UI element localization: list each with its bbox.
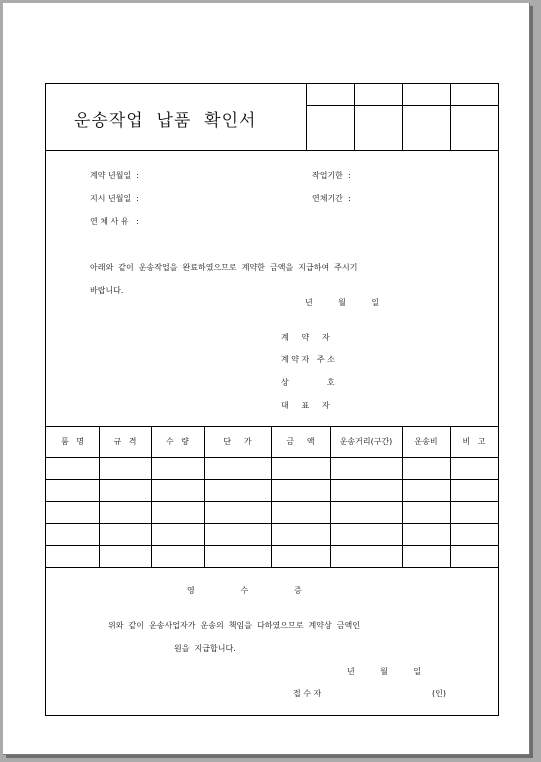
request-line-2: 바랍니다. — [90, 286, 124, 295]
request-date: 년 월 일 — [305, 298, 380, 307]
column-header-amount: 금 액 — [286, 437, 315, 446]
seal-mark: (인) — [432, 689, 446, 698]
column-header-distance: 운송거리(구간) — [339, 437, 393, 446]
header-divider — [46, 150, 498, 151]
receipt-heading: 영 수 증 — [187, 586, 302, 595]
contractor-address-label: 계 약 자 주 소 — [281, 355, 335, 364]
table-row — [46, 523, 498, 545]
document-title: 운송작업 납품 확인서 — [74, 111, 257, 131]
column-header-freight: 운송비 — [414, 437, 438, 446]
order-date-label: 지시 년월일 : — [90, 194, 139, 203]
delay-reason-label: 연 체 사 유 : — [90, 217, 139, 226]
receipt-line-1: 위와 같이 운송사업자가 운송의 책임을 다하였으므로 계약상 금액인 — [108, 621, 360, 630]
delivery-confirmation-form — [45, 83, 499, 716]
column-header-quantity: 수 량 — [165, 437, 190, 446]
contractor-label: 계 약 자 — [281, 333, 330, 342]
receipt-date: 년 월 일 — [347, 667, 422, 676]
delay-period-label: 연체기간 : — [312, 194, 351, 203]
representative-label: 대 표 자 — [281, 401, 330, 410]
company-name-label: 상 호 — [281, 378, 335, 387]
approval-grid — [46, 84, 498, 150]
table-row — [46, 479, 498, 501]
work-deadline-label: 작업기한 : — [312, 171, 351, 180]
table-row — [46, 501, 498, 523]
request-line-1: 아래와 같이 운송작업을 완료하였으므로 계약한 금액을 지급하여 주시기 — [90, 263, 358, 272]
receipt-line-2: 원을 지급합니다. — [174, 644, 236, 653]
column-header-remarks: 비 고 — [462, 437, 486, 446]
recipient-label: 접 수 자 — [293, 689, 322, 698]
contract-date-label: 계약 년월일 : — [90, 171, 139, 180]
column-header-item-name: 품 명 — [60, 437, 85, 446]
table-row — [46, 545, 498, 567]
column-header-spec: 규 격 — [113, 437, 137, 446]
column-header-unit-price: 단 가 — [223, 437, 252, 446]
document-page — [3, 3, 530, 755]
table-row — [46, 457, 498, 479]
